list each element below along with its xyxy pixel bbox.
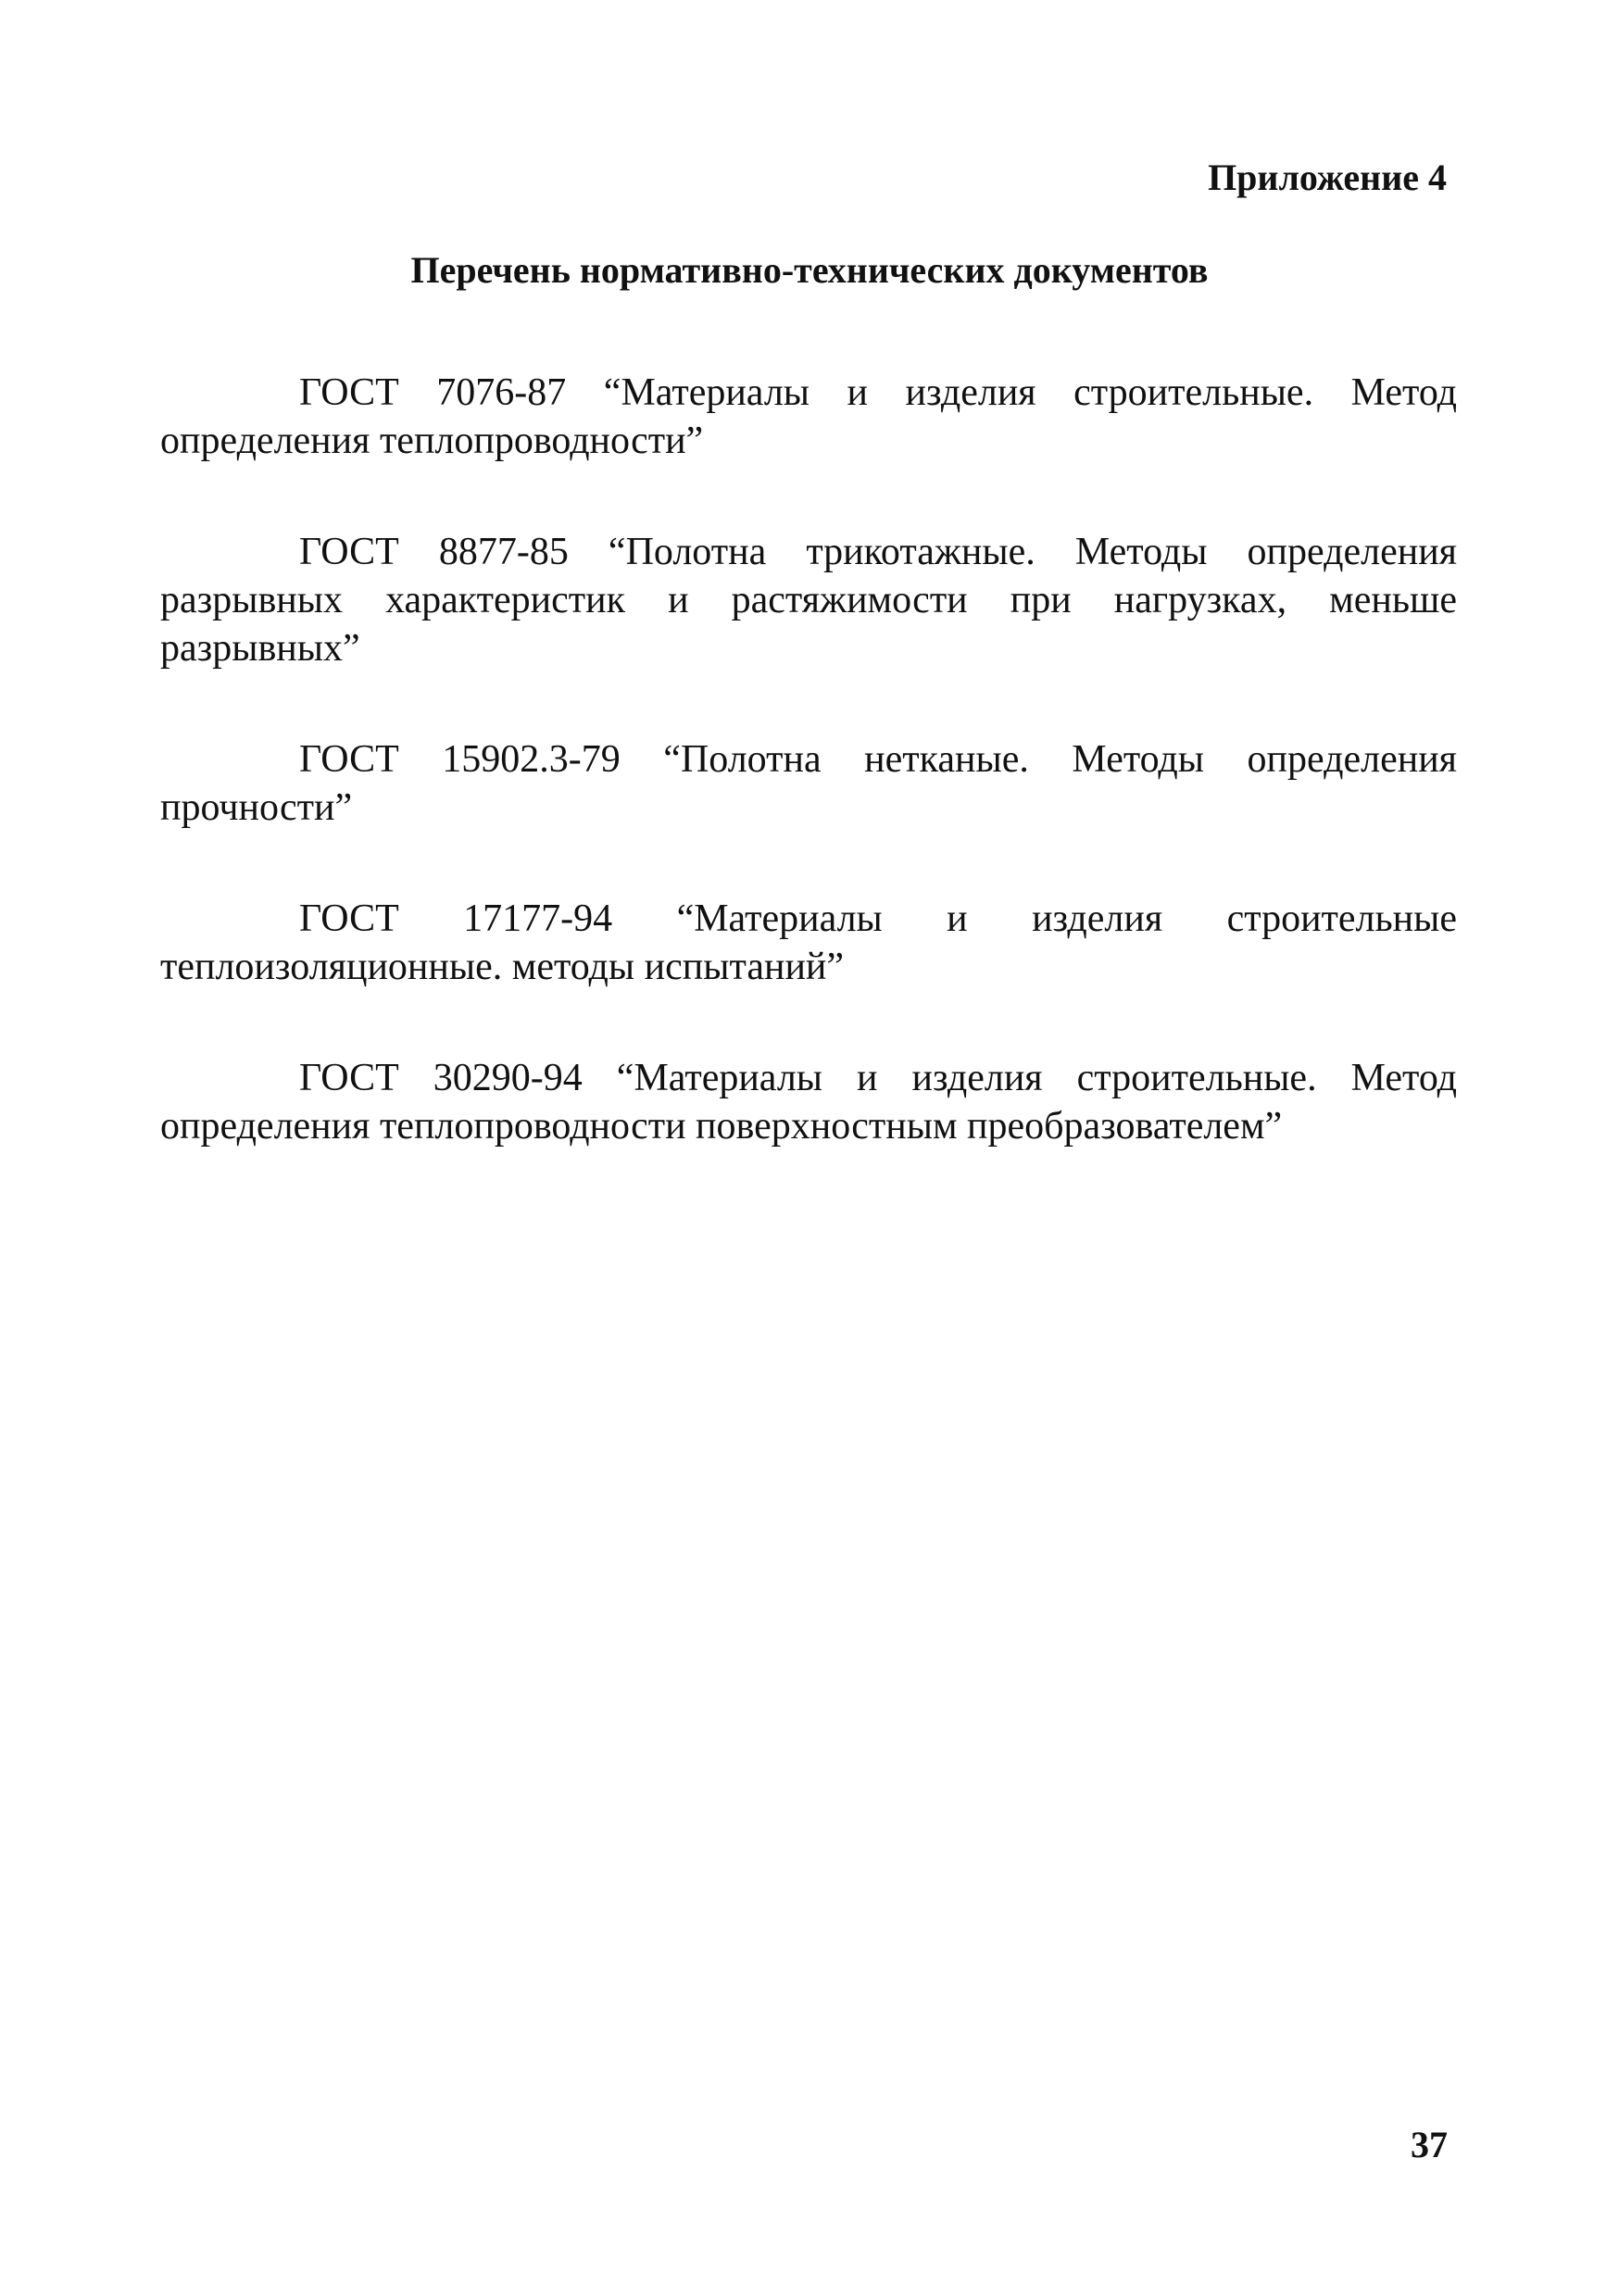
document-list [160, 369, 1457, 1213]
appendix-label: Приложение 4 [1208, 157, 1447, 198]
document-item: ГОСТ 15902.3-79 “Полотна нетканые. Методы определения прочности” [160, 738, 1457, 829]
page-title: Перечень нормативно-технических документов [410, 249, 1209, 291]
document-item: ГОСТ 8877-85 “Полотна трикотажные. Методы определения разрывных характеристик и растяжимости при нагрузках, меньше разрывных” [160, 531, 1457, 670]
document-item: ГОСТ 17177-94 “Материалы и изделия строительные теплоизоляционные. методы испытаний” [160, 897, 1457, 988]
page-number: 37 [1411, 2124, 1448, 2165]
document-item: ГОСТ 30290-94 “Материалы и изделия строительные. Метод определения теплопроводности поверхностным преобразователем” [160, 1057, 1457, 1148]
document-item: ГОСТ 7076-87 “Материалы и изделия строительные. Метод определения теплопроводности” [160, 371, 1457, 462]
